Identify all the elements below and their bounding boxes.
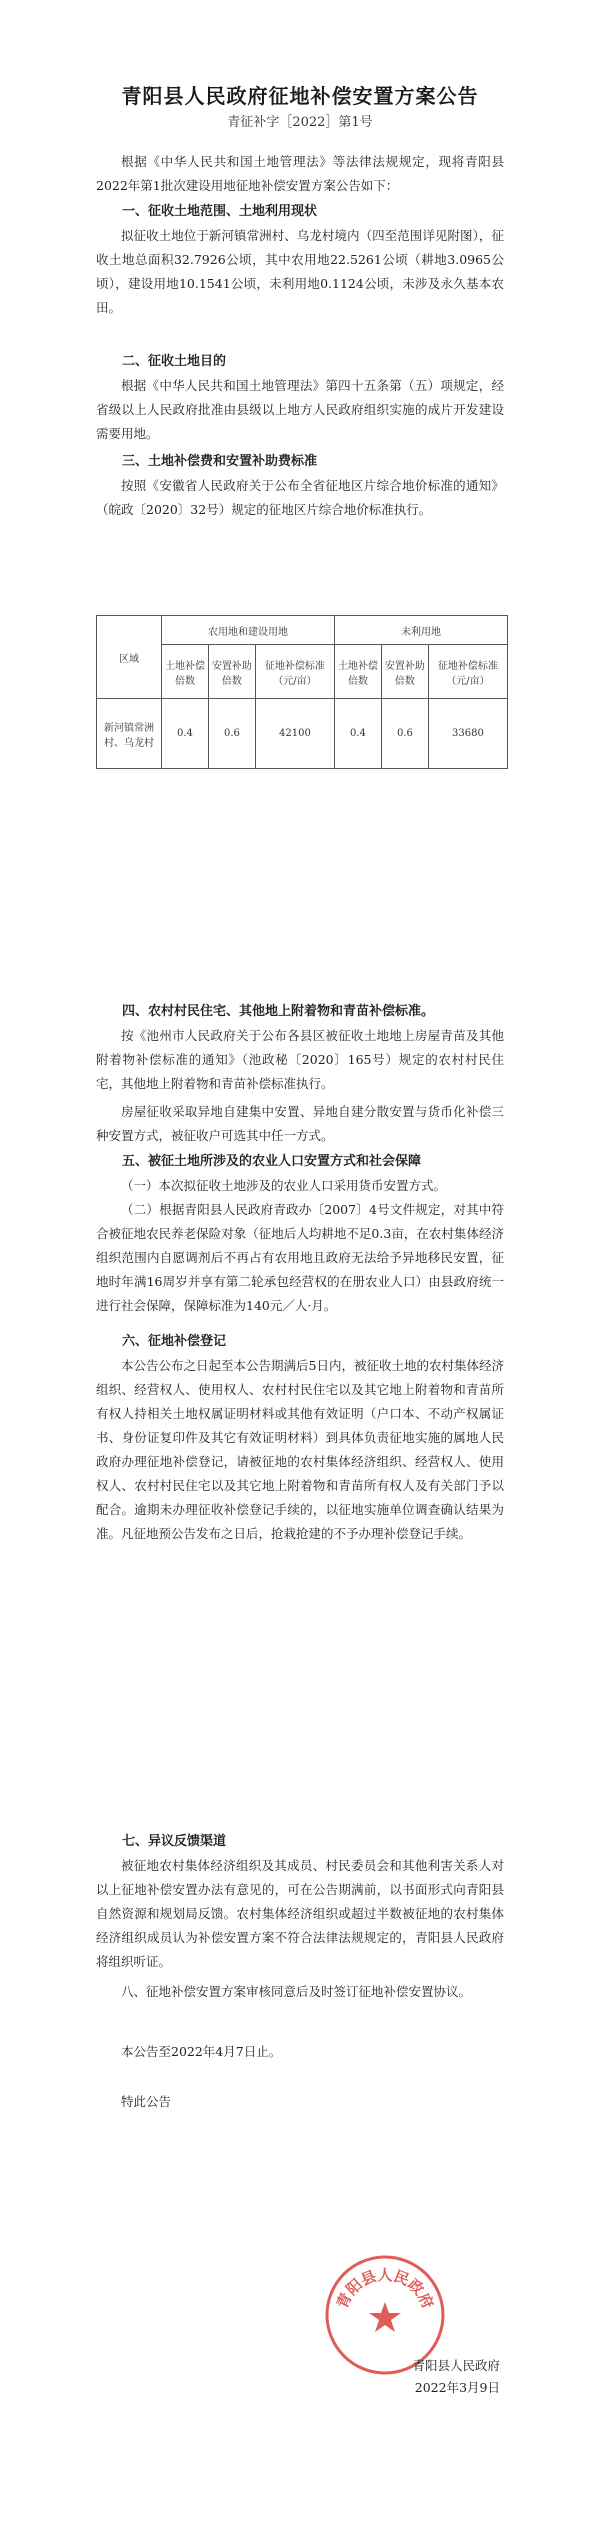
table-header-price: 征地补偿标准（元/亩） (428, 645, 507, 699)
section-4-title: 四、农村村民住宅、其他地上附着物和青苗补偿标准。 (122, 1004, 435, 1019)
section-2-text: 根据《中华人民共和国土地管理法》第四十五条第（五）项规定，经省级以上人民政府批准由县级以上地方人民政府组织实施的成片开发建设需要用地。 (96, 378, 504, 441)
document-number: 青征补字［2022］第1号 (227, 115, 373, 130)
table-cell: 0.6 (381, 699, 428, 769)
table-header-comp-mult: 土地补偿倍数 (334, 645, 381, 699)
table-row (97, 699, 508, 769)
intro-paragraph: 根据《中华人民共和国土地管理法》等法律法规规定，现将青阳县2022年第1批次建设用地征地补偿安置方案公告如下： (96, 154, 504, 193)
signer-block (300, 2355, 500, 2399)
table-cell: 0.4 (334, 699, 381, 769)
section-1-title: 一、征收土地范围、土地利用现状 (122, 204, 318, 219)
table-cell: 0.6 (208, 699, 255, 769)
section-2-title: 二、征收土地目的 (122, 354, 227, 369)
section-4-text-1: 按《池州市人民政府关于公布各县区被征收土地地上房屋青苗及其他附着物补偿标准的通知》（池政秘〔2020〕165号）规定的农村村民住宅，其他地上附着物和青苗补偿标准执行。 (96, 1028, 504, 1091)
table-header-price: 征地补偿标准（元/亩） (255, 645, 334, 699)
compensation-table (96, 615, 508, 769)
section-1-text: 拟征收土地位于新河镇常洲村、乌龙村境内（四至范围详见附图），征收土地总面积32.7926公顷，其中农用地22.5261公顷（耕地3.0965公顷），建设用地10.1541公顷，未利用地0.1124公顷，未涉及永久基本农田。 (96, 228, 504, 315)
table-cell: 42100 (255, 699, 334, 769)
table-header-comp-mult: 土地补偿倍数 (162, 645, 209, 699)
section-5-title: 五、被征土地所涉及的农业人口安置方式和社会保障 (122, 1154, 422, 1169)
section-4-text-2: 房屋征收采取异地自建集中安置、异地自建分散安置与货币化补偿三种安置方式，被征收户可选其中任一方式。 (96, 1104, 504, 1143)
section-5-text-2: （二）根据青阳县人民政府青政办〔2007〕4号文件规定，对其中符合被征地农民养老保险对象（征地后人均耕地不足0.3亩，在农村集体经济组织范围内自愿调剂后不再占有农用地且政府无法给予异地移民安置，征地时年满16周岁并享有第二轮承包经营权的在册农业人口）由县政府统一进行社会保障，保障标准为140元／人·月。 (96, 1202, 504, 1313)
signer-date: 2022年3月9日 (414, 2380, 500, 2395)
table-cell: 33680 (428, 699, 507, 769)
section-3-text: 按照《安徽省人民政府关于公布全省征地区片综合地价标准的通知》（皖政〔2020〕32号）规定的征地区片综合地价标准执行。 (96, 478, 504, 517)
closing-text: 特此公告 (121, 2094, 172, 2109)
table-header-region: 区域 (97, 616, 162, 699)
table-header-resettle-mult: 安置补助倍数 (381, 645, 428, 699)
section-7-text: 被征地农村集体经济组织及其成员、村民委员会和其他利害关系人对以上征地补偿安置办法有意见的，可在公告期满前，以书面形式向青阳县自然资源和规划局反馈。农村集体经济组织或超过半数被征地的农村集体经济组织成员认为补偿安置方案不符合法律法规规定的，青阳县人民政府将组织听证。 (96, 1858, 504, 1969)
section-5-text-1: （一）本次拟征收土地涉及的农业人口采用货币安置方式。 (121, 1178, 447, 1193)
section-7-title: 七、异议反馈渠道 (122, 1834, 227, 1849)
table-header-unused: 未利用地 (334, 616, 507, 645)
section-6-title: 六、征地补偿登记 (122, 1334, 227, 1349)
table-header-resettle-mult: 安置补助倍数 (208, 645, 255, 699)
table-header-farm: 农用地和建设用地 (162, 616, 335, 645)
section-3-title: 三、土地补偿费和安置补助费标准 (122, 454, 318, 469)
table-cell: 0.4 (162, 699, 209, 769)
deadline-text: 本公告至2022年4月7日止。 (121, 2044, 282, 2059)
signer-org: 青阳县人民政府 (412, 2358, 500, 2373)
page-title: 青阳县人民政府征地补偿安置方案公告 (121, 84, 479, 108)
table-cell-region: 新河镇常洲村、乌龙村 (97, 699, 162, 769)
seal-text: 青阳县人民政府 (332, 2266, 438, 2312)
section-8-text: 八、征地补偿安置方案审核同意后及时签订征地补偿安置协议。 (121, 1984, 472, 1999)
section-6-text: 本公告公布之日起至本公告期满后5日内，被征收土地的农村集体经济组织、经营权人、使用权人、农村村民住宅以及其它地上附着物和青苗所有权人持相关土地权属证明材料或其他有效证明（户口本、不动产权属证书、身份证复印件及其它有效证明材料）到具体负责征地实施的属地人民政府办理征地补偿登记，请被征地的农村集体经济组织、经营权人、使用权人、农村村民住宅以及其它地上附着物和青苗所有权人及有关部门予以配合。逾期未办理征收补偿登记手续的，以征地实施单位调查确认结果为准。凡征地预公告发布之日后，抢栽抢建的不予办理补偿登记手续。 (96, 1358, 504, 1541)
